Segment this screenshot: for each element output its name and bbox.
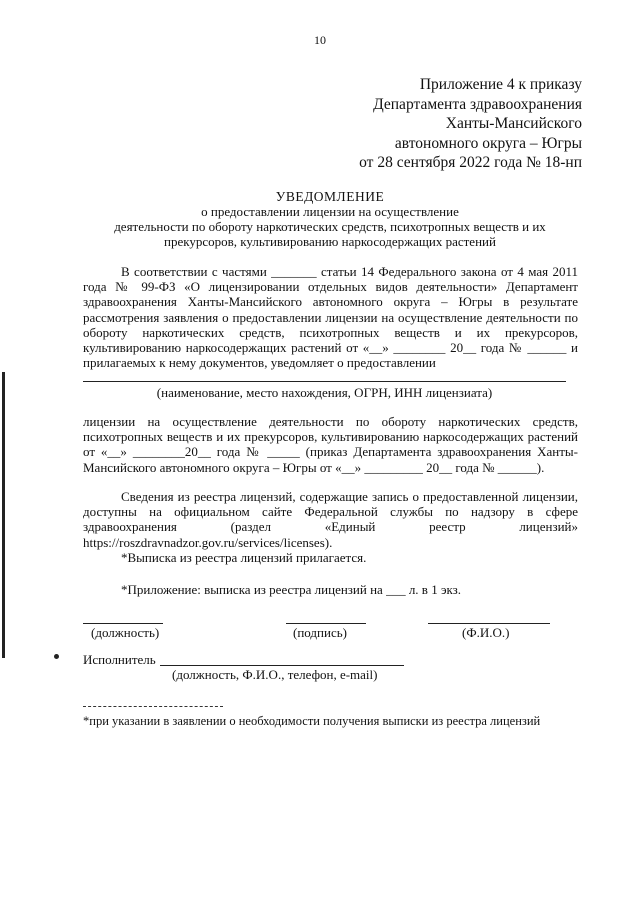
appendix-line-3: Ханты-Мансийского bbox=[445, 115, 582, 132]
position-line bbox=[83, 623, 163, 624]
paragraph-notification: В соответствии с частями _______ статьи 14 Федерального закона от 4 мая 2011 года № 99-ФЗ «О лицензировании отдельных видов деятельности» Департамент здравоохранения Ханты-Мансийского автономного округа – Югры в результате рассмотрения заявления о предоставлении лицензии на осуществление деятельности по обороту наркотических средств, психотропных веществ и их прекурсоров, культивированию наркосодержащих растений от «__» ________ 20__ года № ______ и прилагаемых к нему документов, уведомляет о предоставлении bbox=[83, 264, 578, 371]
appendix-line-2: Департамента здравоохранения bbox=[373, 95, 582, 113]
document-title: УВЕДОМЛЕНИЕ bbox=[275, 189, 385, 204]
licensee-line bbox=[83, 381, 566, 382]
margin-dot bbox=[54, 654, 59, 659]
document-heading bbox=[80, 189, 580, 249]
paragraph-attachment: *Приложение: выписка из реестра лицензий на ___ л. в 1 экз. bbox=[121, 582, 462, 597]
appendix-line-1: Приложение 4 к приказу bbox=[419, 76, 582, 93]
heading-line-3: прекурсоров, культивированию наркосодержащих растений bbox=[164, 234, 496, 249]
scan-margin-bar bbox=[2, 372, 5, 658]
position-caption: (должность) bbox=[91, 625, 160, 640]
heading-line-1: о предоставлении лицензии на осуществление bbox=[201, 204, 459, 219]
heading-line-2: деятельности по обороту наркотических средств, психотропных веществ и их bbox=[114, 219, 546, 234]
footnote: *при указании в заявлении о необходимости получения выписки из реестра лицензий bbox=[83, 714, 541, 728]
executor-line bbox=[160, 665, 404, 666]
name-caption: (Ф.И.О.) bbox=[462, 625, 510, 640]
paragraph-license: лицензии на осуществление деятельности по обороту наркотических средств, психотропных веществ и их прекурсоров, культивированию наркосодержащих растений от «__» ________20__ года № _____ (приказ Департамента здравоохранения Ханты-Мансийского автономного округа – Югры от «__» _________ 20__ года № ______). bbox=[83, 414, 578, 475]
name-line bbox=[428, 623, 550, 624]
page-number: 10 bbox=[314, 33, 326, 47]
paragraph-extract-note: *Выписка из реестра лицензий прилагается. bbox=[121, 550, 367, 565]
footnote-separator bbox=[83, 706, 223, 707]
signature-caption: (подпись) bbox=[293, 625, 347, 640]
executor-label: Исполнитель bbox=[83, 652, 156, 667]
appendix-reference bbox=[359, 75, 582, 173]
licensee-caption: (наименование, место нахождения, ОГРН, ИНН лицензиата) bbox=[156, 385, 493, 400]
executor-caption: (должность, Ф.И.О., телефон, e-mail) bbox=[172, 667, 378, 682]
appendix-line-4: автономного округа – Югры bbox=[394, 134, 582, 152]
appendix-line-5: от 28 сентября 2022 года № 18-нп bbox=[359, 154, 582, 171]
signature-line bbox=[286, 623, 366, 624]
paragraph-registry: Сведения из реестра лицензий, содержащие запись о предоставленной лицензии, доступны на официальном сайте Федеральной службы по надзору в сфере здравоохранения (раздел «Единый реестр лицензий» https://roszdravnadzor.gov.ru/services/licenses). bbox=[83, 489, 578, 550]
